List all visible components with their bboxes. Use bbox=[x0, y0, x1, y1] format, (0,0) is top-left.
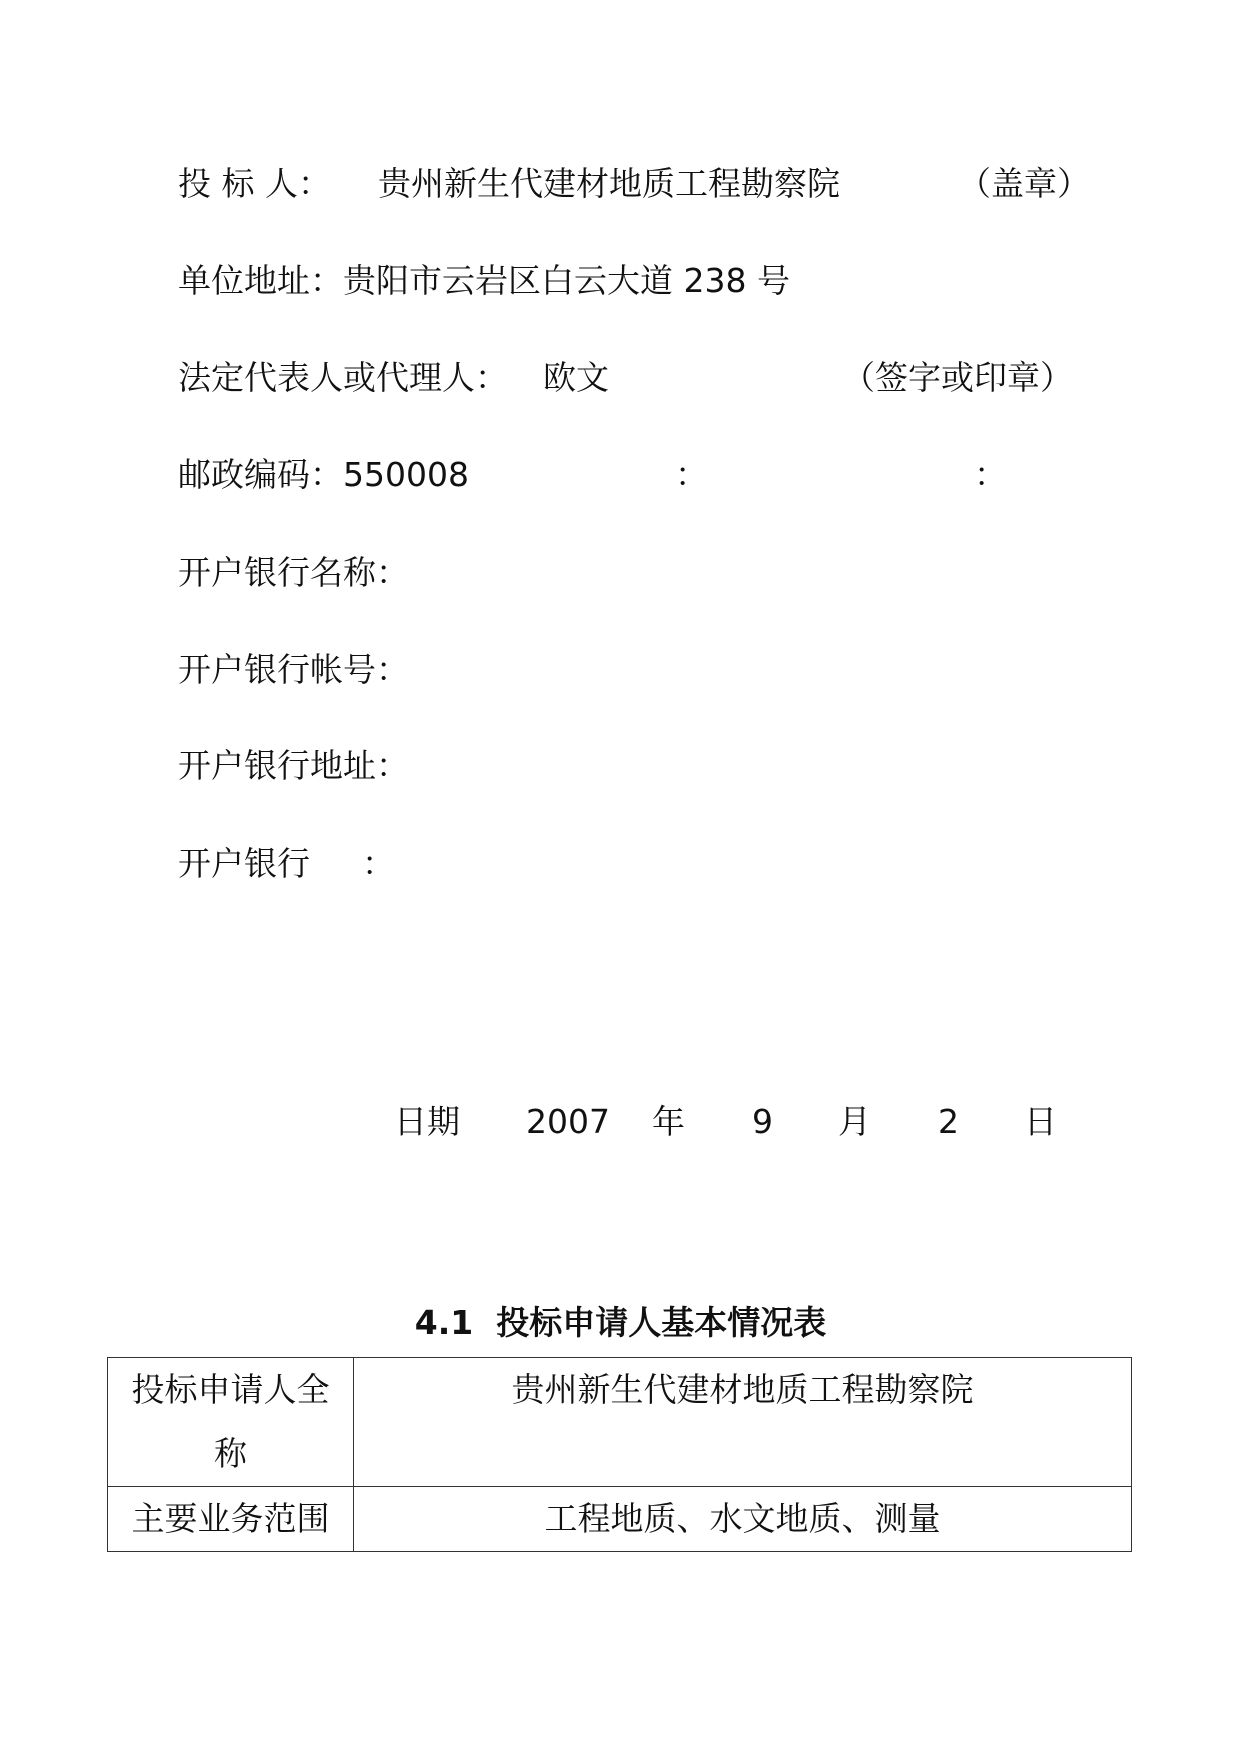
representative-label: 法定代表人或代理人： bbox=[178, 358, 508, 397]
date-month-unit: 月 bbox=[838, 1102, 871, 1141]
address-value: 贵阳市云岩区白云大道 238 号 bbox=[343, 261, 790, 300]
colon-mark: ： bbox=[974, 455, 1007, 494]
representative-sign-note: （签字或印章） bbox=[842, 358, 1073, 397]
section-title: 4.1 投标申请人基本情况表 bbox=[414, 1303, 827, 1342]
representative-value: 欧文 bbox=[543, 358, 609, 397]
table-cell-label: 主要业务范围 bbox=[108, 1487, 354, 1552]
bank-account-label: 开户银行帐号： bbox=[178, 650, 409, 689]
bidder-seal-note: （盖章） bbox=[958, 164, 1090, 203]
table-cell-value: 工程地质、水文地质、测量 bbox=[354, 1487, 1132, 1552]
bank-address-label: 开户银行地址： bbox=[178, 746, 409, 785]
postcode-label: 邮政编码： bbox=[178, 455, 343, 494]
bidder-info-table bbox=[107, 1357, 1132, 1552]
colon-mark: ： bbox=[362, 844, 395, 883]
address-label: 单位地址： bbox=[178, 261, 343, 300]
colon-mark: ： bbox=[675, 455, 708, 494]
bidder-label: 投 标 人： bbox=[178, 164, 331, 203]
postcode-value: 550008 bbox=[343, 455, 469, 494]
date-day: 2 bbox=[938, 1102, 959, 1141]
table-cell-value: 贵州新生代建材地质工程勘察院 bbox=[354, 1358, 1132, 1487]
table-row bbox=[108, 1358, 1132, 1487]
date-year: 2007 bbox=[526, 1102, 610, 1141]
date-year-unit: 年 bbox=[652, 1102, 685, 1141]
bank-other-label: 开户银行 bbox=[178, 844, 310, 883]
date-month: 9 bbox=[752, 1102, 773, 1141]
table-cell-label-line: 称 bbox=[214, 1434, 247, 1473]
table-cell-label bbox=[108, 1358, 354, 1487]
bank-name-label: 开户银行名称： bbox=[178, 553, 409, 592]
date-day-unit: 日 bbox=[1024, 1102, 1057, 1141]
table-row bbox=[108, 1487, 1132, 1552]
bidder-value: 贵州新生代建材地质工程勘察院 bbox=[378, 164, 840, 203]
date-label: 日期 bbox=[394, 1102, 460, 1141]
table-cell-label-line: 投标申请人全 bbox=[131, 1370, 330, 1409]
